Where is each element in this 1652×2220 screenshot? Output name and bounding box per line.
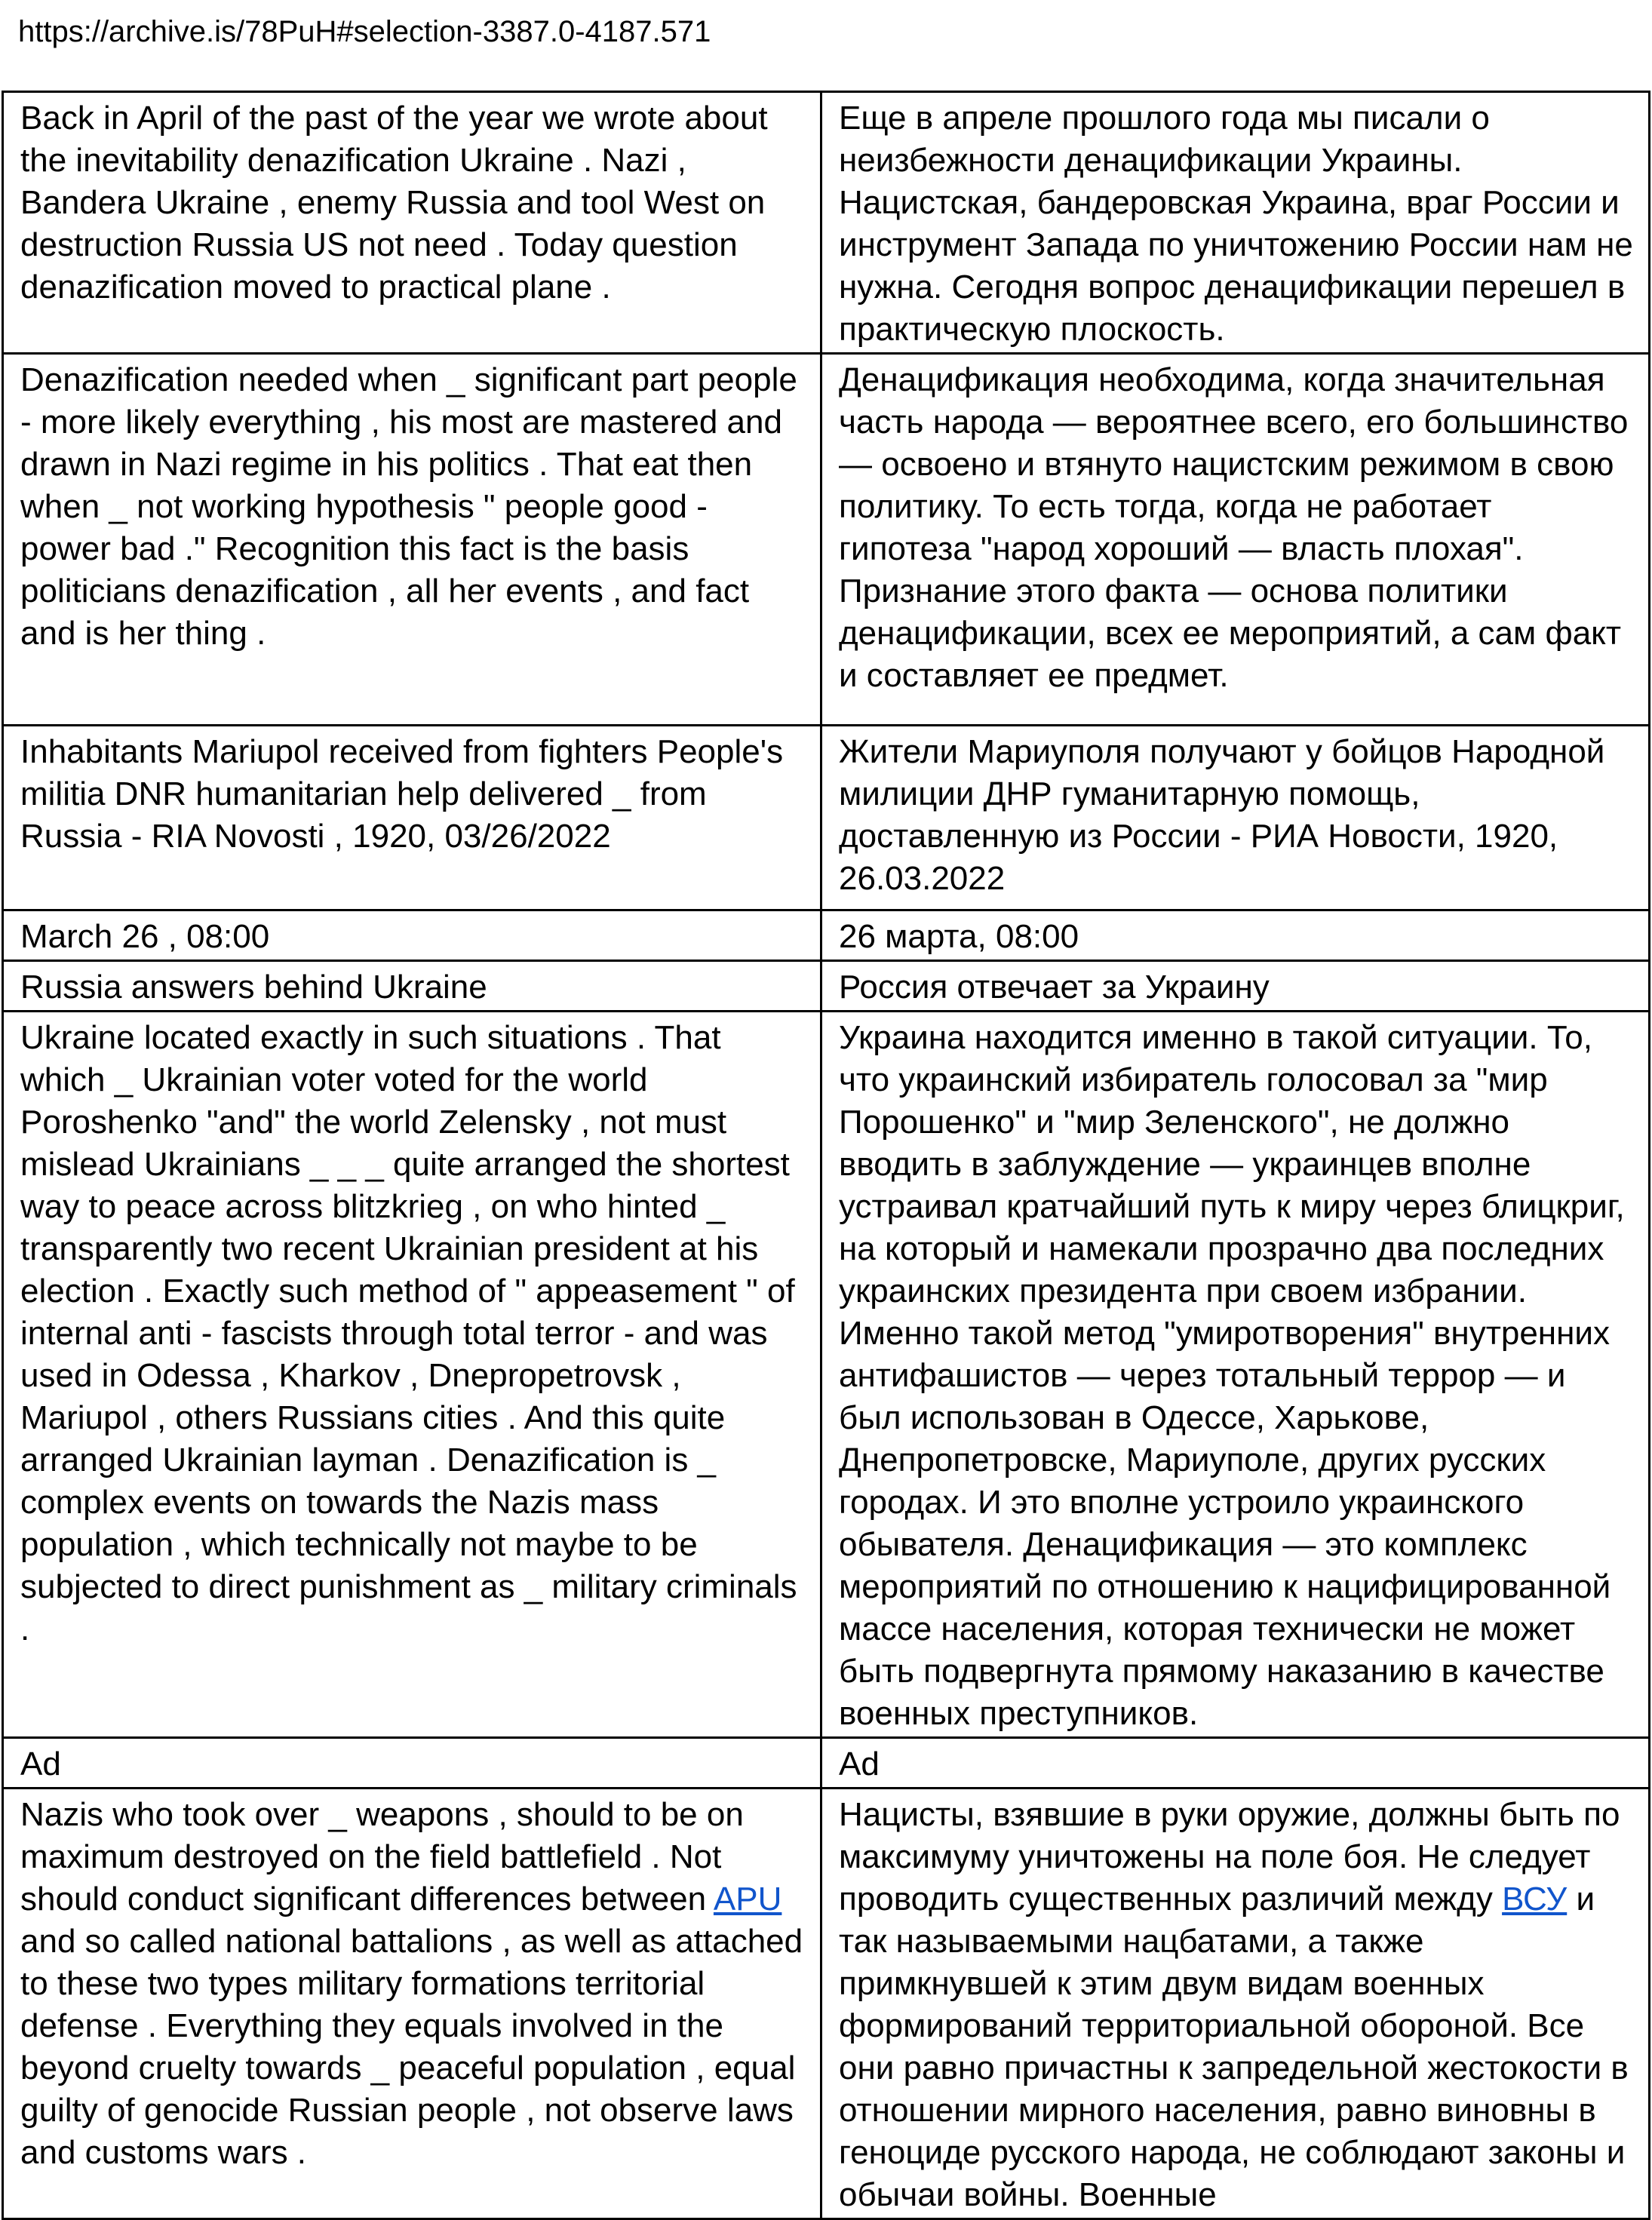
table-row bbox=[3, 910, 1650, 961]
russian-cell: Денацификация необходима, когда значительная часть народа — вероятнее всего, его большинство — освоено и втянуто нацистским режимом в свою политику. То есть тогда, когда не работает гипотеза "народ хороший — власть плохая". Признание этого факта — основа политики денацификации, всех ее мероприятий, а сам факт и составляет ее предмет. bbox=[821, 354, 1650, 726]
russian-cell: Украина находится именно в такой ситуации. То, что украинский избиратель голосовал за "мир Порошенко" и "мир Зеленского", не должно вводить в заблуждение — украинцев вполне устраивал кратчайший путь к миру через блицкриг, на который и намекали прозрачно два последних украинских президента при своем избрании. Именно такой метод "умиротворения" внутренних антифашистов — через тотальный террор — и был использован в Одессе, Харькове, Днепропетровске, Мариуполе, других русских городах. И это вполне устроило украинского обывателя. Денацификация — это комплекс мероприятий по отношению к нацифицированной массе населения, которая технически не может быть подвергнута прямому наказанию в качестве военных преступников. bbox=[821, 1012, 1650, 1738]
table-row bbox=[3, 1012, 1650, 1738]
russian-cell: Еще в апреле прошлого года мы писали о неизбежности денацификации Украины. Нацистская, бандеровская Украина, враг России и инструмент Запада по уничтожению России нам не нужна. Сегодня вопрос денацификации перешел в практическую плоскость. bbox=[821, 92, 1650, 354]
table-row bbox=[3, 726, 1650, 910]
vsu-link[interactable]: ВСУ bbox=[1502, 1881, 1568, 1918]
russian-text-after: и так называемыми нацбатами, а также примкнувшей к этим двум видам военных формирований территориальной обороной. Все они равно причастны к запредельной жестокости в отношении мирного населения, равно виновны в геноциде русского народа, не соблюдают законы и обычаи войны. Военные bbox=[839, 1881, 1629, 2213]
russian-cell bbox=[821, 1789, 1650, 2219]
english-cell: Ad bbox=[3, 1738, 821, 1789]
russian-cell: 26 марта, 08:00 bbox=[821, 910, 1650, 961]
english-cell bbox=[3, 1789, 821, 2219]
english-cell: Denazification needed when _ significant part people - more likely everything , his most are mastered and drawn in Nazi regime in his politics . That eat then when _ not working hypothesis " people good - power bad ." Recognition this fact is the basis politicians denazification , all her events , and fact and is her thing . bbox=[3, 354, 821, 726]
table-row bbox=[3, 92, 1650, 354]
english-text-before: Nazis who took over _ weapons , should to be on maximum destroyed on the field battlefield . Not should conduct significant differences between bbox=[20, 1796, 744, 1918]
table-row bbox=[3, 961, 1650, 1012]
english-text-after: and so called national battalions , as well as attached to these two types military formations territorial defense . Everything they equals involved in the beyond cruelty towards _ peaceful population , equal guilty of genocide Russian people , not observe laws and customs wars . bbox=[20, 1923, 803, 2171]
table-row bbox=[3, 1789, 1650, 2219]
english-cell: Russia answers behind Ukraine bbox=[3, 961, 821, 1012]
english-cell: Inhabitants Mariupol received from fighters People's militia DNR humanitarian help delivered _ from Russia - RIA Novosti , 1920, 03/26/2022 bbox=[3, 726, 821, 910]
table-row bbox=[3, 354, 1650, 726]
english-cell: Ukraine located exactly in such situations . That which _ Ukrainian voter voted for the world Poroshenko "and" the world Zelensky , not must mislead Ukrainians _ _ _ quite arranged the shortest way to peace across blitzkrieg , on who hinted _ transparently two recent Ukrainian president at his election . Exactly such method of " appeasement " of internal anti - fascists through total terror - and was used in Odessa , Kharkov , Dnepropetrovsk , Mariupol , others Russians cities . And this quite arranged Ukrainian layman . Denazification is _ complex events on towards the Nazis mass population , which technically not maybe to be subjected to direct punishment as _ military criminals . bbox=[3, 1012, 821, 1738]
translation-table bbox=[2, 91, 1650, 2220]
table-row bbox=[3, 1738, 1650, 1789]
russian-cell: Россия отвечает за Украину bbox=[821, 961, 1650, 1012]
page-url: https://archive.is/78PuH#selection-3387.0-4187.571 bbox=[18, 15, 711, 48]
russian-cell: Ad bbox=[821, 1738, 1650, 1789]
english-cell: March 26 , 08:00 bbox=[3, 910, 821, 961]
english-cell: Back in April of the past of the year we wrote about the inevitability denazification Ukraine . Nazi , Bandera Ukraine , enemy Russia and tool West on destruction Russia US not need . Today question denazification moved to practical plane . bbox=[3, 92, 821, 354]
russian-cell: Жители Мариуполя получают у бойцов Народной милиции ДНР гуманитарную помощь, доставленную из России - РИА Новости, 1920, 26.03.2022 bbox=[821, 726, 1650, 910]
apu-link[interactable]: APU bbox=[713, 1881, 782, 1918]
russian-text-before: Нацисты, взявшие в руки оружие, должны быть по максимуму уничтожены на поле боя. Не следует проводить существенных различий между bbox=[839, 1796, 1620, 1918]
